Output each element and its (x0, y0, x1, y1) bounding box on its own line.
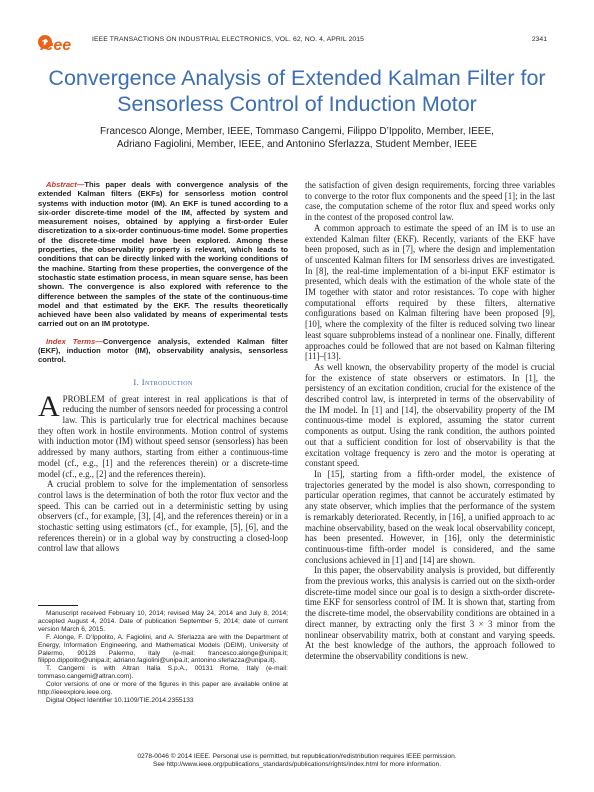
right-paragraph-1: the satisfaction of given design requirements, forcing three variables to converge to the rotor flux components and the speed [1]; in the last case, the computation scheme of the rotor flux and speed works only in the contest of the proposed control law. (305, 180, 555, 223)
copyright-notice (40, 753, 554, 769)
index-terms-text: Convergence analysis, extended Kalman filter (EKF), induction motor (IM), observability analysis, sensorless control. (38, 336, 288, 365)
right-paragraph-3: As well known, the observability property of the model is crucial for the existence of state observers or estimators. In [1], the persistency of an excitation condition, crucial for the existence of the described control law, is interpreted in terms of the observability of the IM model. In [1] and [14], the observability property of the IM continuous-time model is explored, assuming the stator current components as output. Using the rank condition, the authors pointed out that a sufficient condition for lost of observability is that the excitation voltage frequency is zero and the motor is operating at constant speed. (305, 361, 555, 469)
footnotes (38, 610, 288, 705)
abstract-text: This paper deals with convergence analysis of the extended Kalman filters (EKFs) for sensorless motion control systems with induction motor (IM). An EKF is tuned according to a six-order discrete-time model of the IM, affected by system and measurement noises, obtained by applying a first-order Euler discretization to a six-order continuous-time model. Some properties of the discrete-time model have been explored. Among these properties, the observability property is relevant, which leads to conditions that can be directly linked with the working conditions of the machine. Starting from these properties, the convergence of the stochastic state estimation process, in mean square sense, has been shown. The convergence is also explored with reference to the difference between the samples of the state of the continuous-time model and that estimated by the EKF. The results theoretically achieved have been also validated by means of experimental tests carried out on an IM prototype. (38, 180, 288, 329)
paper-title: Convergence Analysis of Extended Kalman Filter for Sensorless Control of Induction Motor (48, 66, 546, 116)
intro-paragraph-1 (38, 389, 288, 480)
intro-paragraph-2: A crucial problem to solve for the implementation of sensorless control laws is the determination of both the rotor flux vector and the speed. This can be carried out in a deterministic setting by using observers (cf., for example, [3], [4], and the references therein) or in a stochastic setting using estimators (cf., for example, [5], [6], and the references therein) or in a global way by constructing a closed-loop control law that allows (38, 479, 288, 554)
footnote-rule (38, 605, 78, 606)
right-column (305, 180, 555, 662)
footnote-manuscript: Manuscript received February 10, 2014; revised May 24, 2014 and July 8, 2014; accepted August 4, 2014. Date of publication September 5, 2014; date of current version March 6, 2015. (38, 610, 288, 633)
author-list: Francesco Alonge, Member, IEEE, Tommaso Cangemi, Filippo D’Ippolito, Member, IEEE, Adriano Fagiolini, Member, IEEE, and Antonino Sferlazza, Student Member, IEEE (100, 126, 494, 150)
drop-cap: A (38, 389, 60, 423)
section-heading (38, 377, 288, 387)
intro-paragraph-1-text: PROBLEM of great interest in real applications is that of reducing the number of sensors needed for processing a control law. This is particularly true for electrical machines because they often work in hostile environments. Motion control of systems with induction motor (IM) without speed sensor (sensorless) has been addressed by many authors, starting from either a continuous-time model (cf., e.g., [1] and the references therein) or a discrete-time model (cf., e.g., [2] and the references therein). (38, 393, 288, 479)
abstract (38, 180, 288, 329)
logo-wordmark: ieee (40, 37, 72, 54)
ieee-logo (37, 30, 81, 54)
index-terms-label: Index Terms— (46, 336, 103, 346)
footnote-color: Color versions of one or more of the figures in this paper are available online at http://ieeexplore.ieee.org. (38, 681, 288, 697)
footnote-affiliation: F. Alonge, F. D’Ippolito, A. Fagiolini, and A. Sferlazza are with the Department of Energy, Information Engineering, and Mathematical Models (DEIM), University of Palermo, 90128 Palermo, Italy (e-mail: francesco.alonge@unipa.it; filippo.dippolito@unipa.it; adriano.fagiolini@unipa.it; antonino.sferlazza@unipa.it). (38, 633, 288, 665)
right-paragraph-2: A common approach to estimate the speed of an IM is to use an extended Kalman filter (EKF). Recently, variants of the EKF have been proposed, such as in [7], where the design and implementation of unscented Kalman filters for IM sensorless drives are investigated. In [8], the real-time implementation of a bi-input EKF estimator is presented, which deals with the estimation of the whole state of the IM together with stator and rotor resistances. To cope with higher computational efforts required by these filters, alternative configurations based on Kalman filtering have been proposed [9], [10], where the complexity of the filter is reduced solving two linear least square subproblems instead of a nonlinear one. Finally, different approaches could be followed that are not based on Kalman filtering [11]–[13]. (305, 222, 555, 362)
right-paragraph-5: In this paper, the observability analysis is provided, but differently from the previous works, this analysis is carried out on the sixth-order discrete-time model since our goal is to design a sixth-order discrete-time EKF for sensorless control of IM. It is shown that, starting from the discrete-time model, the observability conditions are obtained in a direct manner, by extracting only the first 3 × 3 minor from the nonlinear observability matrix, both at constant and varying speeds. At the best knowledge of the authors, the approach followed to determine the observability conditions is new. (305, 565, 555, 661)
copyright-line-2: See http://www.ieee.org/publications_standards/publications/rights/index.html for more information. (152, 761, 442, 768)
section-number: I. (133, 376, 140, 387)
abstract-label: Abstract— (46, 180, 85, 189)
section-title: Introduction (141, 376, 193, 387)
journal-header: IEEE TRANSACTIONS ON INDUSTRIAL ELECTRONICS, VOL. 62, NO. 4, APRIL 2015 (92, 36, 365, 43)
footnote-doi: Digital Object Identifier 10.1109/TIE.2014.2355133 (46, 696, 194, 704)
right-paragraph-4: In [15], starting from a fifth-order model, the existence of trajectories generated by the model is also shown, corresponding to particular operation regimes, that cannot be accurately estimated by any state observer, which implies that the performance of the system is remarkably deteriorated. Recently, in [16], a unified approach to ac machine observability, based on the weak local observability concept, has been presented. However, in [16], only the deterministic continuous-time fifth-order model is considered, and the same conclusions achieved in [1] and [14] are shown. (305, 468, 555, 565)
left-column (38, 180, 288, 554)
copyright-line-1: 0278-0046 © 2014 IEEE. Personal use is permitted, but republication/redistribution requires IEEE permission. (137, 753, 457, 760)
page-number: 2341 (531, 36, 547, 43)
index-terms (38, 337, 288, 365)
footnote-cangemi: T. Cangemi is with Altran Italia S.p.A., 00131 Rome, Italy (e-mail: tommaso.cangemi@altran.com). (38, 665, 288, 681)
